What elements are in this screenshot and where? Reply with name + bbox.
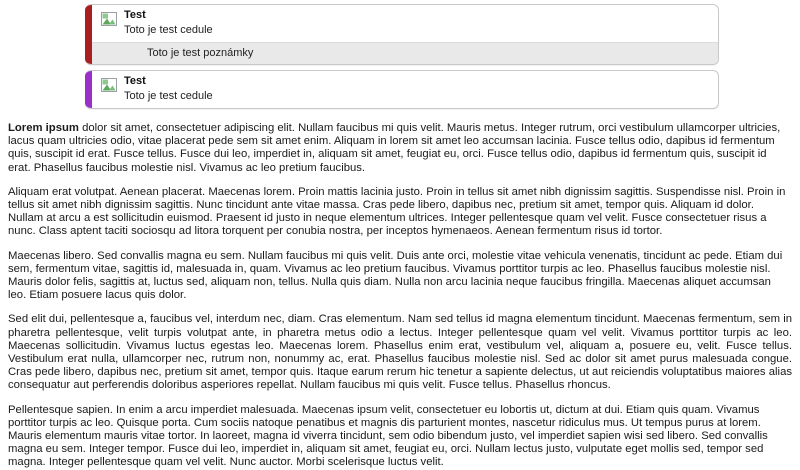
paragraph-lead: Lorem ipsum bbox=[8, 122, 79, 134]
paragraph bbox=[8, 313, 792, 392]
paragraph-text: Aliquam erat volutpat. Aenean placerat. Maecenas lorem. Proin mattis lacinia justo. Proin in tellus sit amet nibh dignissim sagittis. Suspendisse nisl. Proin in tellus sit amet nibh dignissim sagittis. Nunc tincidunt ante vitae massa. Cras pede libero, dapibus nec, pretium sit amet, tempor quis. Aliquam id dolor. Nullam at arcu a est sollicitudin euismod. Praesent id justo in neque elementum ultrices. Integer pellentesque quam vel velit. Fusce consectetuer risus a nunc. Class aptent taciti sociosqu ad litora torquent per conubia nostra, per inceptos hymenaeos. Aenean fermentum risus id tortor. bbox=[8, 185, 786, 238]
notification-panel[interactable] bbox=[85, 4, 719, 65]
paragraph-text: Pellentesque sapien. In enim a arcu imperdiet malesuada. Maecenas ipsum velit, consectetuer eu lobortis ut, dictum at dui. Etiam quis quam. Vivamus porttitor turpis ac leo. Quisque porta. Cum sociis natoque penatibus et magnis dis parturient montes, nascetur ridiculus mus. Ut tempus purus at lorem. Mauris elementum mauris vitae tortor. In laoreet, magna id viverra tincidunt, sem odio bibendum justo, vel imperdiet sapien wisi sed libero. Sed convallis magna eu sem. Integer tempor. Fusce dui leo, imperdiet in, aliquam sit amet, feugiat eu, orci. Nullam lectus justo, vulputate eget mollis sed, tempor sed magna. Integer pellentesque quam vel velit. Nunc auctor. Morbi scelerisque luctus velit. bbox=[8, 403, 768, 469]
panel-body bbox=[85, 5, 718, 42]
panel-accent-bar bbox=[85, 5, 92, 64]
panel-text bbox=[124, 75, 710, 103]
paragraph-text: Maecenas libero. Sed convallis magna eu sem. Nullam faucibus mi quis velit. Duis ante orci, molestie vitae vehicula venenatis, tincidunt ac pede. Etiam dui sem, fermentum vitae, sagittis id, malesuada in, quam. Vivamus ac leo pretium faucibus. Vivamus porttitor turpis ac leo. Phasellus faucibus molestie nisl. Mauris dolor felis, sagittis at, luctus sed, aliquam non, tellus. Nulla quis diam. Nulla non arcu lacinia neque faucibus fringilla. Maecenas aliquet accumsan leo. Etiam posuere lacus quis dolor. bbox=[8, 249, 783, 302]
paragraph bbox=[8, 122, 792, 175]
panel-accent-bar bbox=[85, 71, 92, 108]
paragraph bbox=[8, 404, 792, 470]
paragraph bbox=[8, 250, 792, 303]
article-body bbox=[0, 114, 800, 470]
panel-title: Test bbox=[124, 75, 146, 87]
panel-body bbox=[85, 71, 718, 108]
panel-subtitle: Toto je test cedule bbox=[124, 24, 213, 36]
panel-note: Toto je test poznámky bbox=[85, 42, 718, 64]
notification-panel[interactable] bbox=[85, 70, 719, 109]
panel-text bbox=[124, 9, 710, 37]
notification-panel-list bbox=[0, 0, 800, 109]
panel-title: Test bbox=[124, 9, 146, 21]
broken-image-icon bbox=[101, 77, 117, 93]
paragraph-text: dolor sit amet, consectetuer adipiscing elit. Nullam faucibus mi quis velit. Mauris metus. Integer rutrum, orci vestibulum ullamcorper ultricies, lacus quam ultricies odio, vitae placerat pede sem sit amet enim. Aliquam in lorem sit amet leo accumsan lacinia. Fusce tellus odio, dapibus id fermentum quis, suscipit id erat. Fusce tellus. Fusce dui leo, imperdiet in, aliquam sit amet, feugiat eu, orci. Fusce tellus odio, dapibus id fermentum quis, suscipit id erat. Phasellus faucibus molestie nisl. Vivamus ac leo pretium faucibus. bbox=[8, 122, 781, 174]
paragraph bbox=[8, 186, 792, 239]
broken-image-icon bbox=[101, 11, 117, 27]
panel-subtitle: Toto je test cedule bbox=[124, 90, 213, 102]
paragraph-text: Sed elit dui, pellentesque a, faucibus vel, interdum nec, diam. Cras elementum. Nam sed tellus id magna elementum tincidunt. Maecenas fermentum, sem in pharetra pellentesque, velit turpis volutpat ante, in pharetra metus odio a lectus. Integer pellentesque quam vel velit. Vivamus porttitor turpis ac leo. Maecenas sollicitudin. Vivamus luctus egestas leo. Maecenas lorem. Phasellus enim erat, vestibulum vel, aliquam a, posuere eu, velit. Fusce tellus. Vestibulum erat nulla, ullamcorper nec, rutrum non, nonummy ac, erat. Phasellus faucibus molestie nisl. Sed ac dolor sit amet purus malesuada congue. Cras pede libero, dapibus nec, pretium sit amet, tempor quis. Itaque earum rerum hic tenetur a sapiente delectus, ut aut reiciendis voluptatibus maiores alias consequatur aut perferendis doloribus asperiores repellat. Nullam faucibus mi quis velit. Fusce tellus. Phasellus rhoncus. bbox=[8, 313, 792, 392]
